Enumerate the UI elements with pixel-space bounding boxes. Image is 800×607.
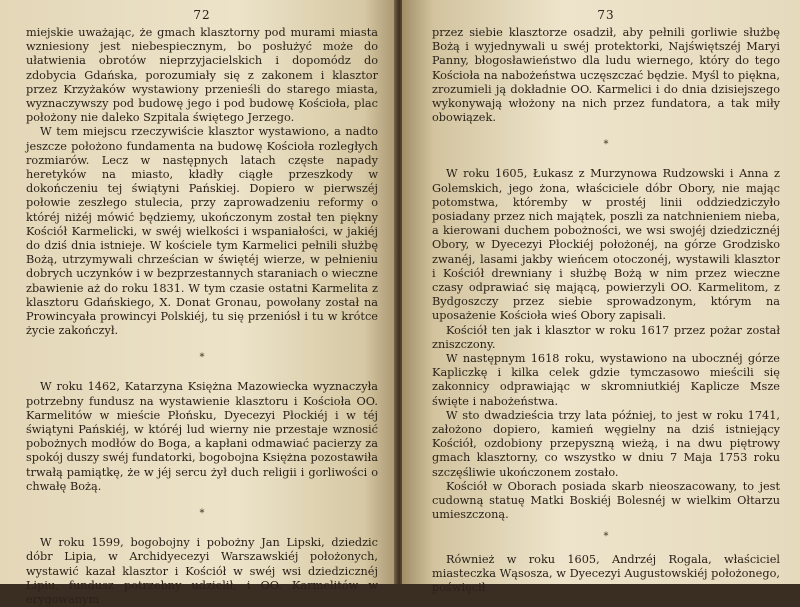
paragraph: W sto dwadzieścia trzy lata później, to jest w roku 1741, założono dopiero, kamień węgielny na dziś istniejący Kościół, ozdobiony przepyszną wieżą, i na dwu piętrowy gmach klasztorny, co wszystko w dniu 7 Maja 1753 roku szczęśliwie ukończonem zostało. <box>432 408 780 479</box>
paragraph: W roku 1605, Łukasz z Murzynowa Rudzowski i Anna z Golemskich, jego żona, właściciele dóbr Obory, nie mając potomstwa, któremby w prostéj linii oddziedziczyło posiadany przez nich majątek, poszli za natchnieniem nieba, a kierowani duchem pobożności, we wsi swojéj dziedzicznéj Obory, w Dyecezyi Płockiéj położonéj, na górze Grodzisko zwanéj, lasami jakby wieńcem otoczonéj, wystawili klasztor i Kościół drewniany i służbę Bożą w nim przez wieczne czasy odprawiać się mającą, powierzyli OO. Karmelitom, z Bydgoszczy przez siebie sprowadzonym, którym na uposażenie Kościoła wieś Obory zapisali. <box>432 167 780 323</box>
section-separator: * <box>603 139 609 151</box>
section-separator: * <box>603 530 609 542</box>
page-number: 72 <box>193 8 211 22</box>
paragraph: W roku 1599, bogobojny i pobożny Jan Lipski, dziedzic dóbr Lipia, w Archidyecezyi Warszawskiéj położonych, wystawić kazał klasztor i Kościół w swéj wsi dziedzicznéj Lipiu, fundusz potrzebny udzielił, i OO. Karmelitów w erygowanym <box>26 536 378 606</box>
paragraph: Kościół ten jak i klasztor w roku 1617 przez pożar został zniszczony. <box>432 323 780 351</box>
paragraph: W następnym 1618 roku, wystawiono na ubocznéj górze Kapliczkę i kilka celek gdzie tymczasowo mieścili się zakonnicy odprawiając w skromniutkiéj Kaplicze Msze święte i nabożeństwa. <box>432 352 780 408</box>
paragraph: Kościół w Oborach posiada skarb nieoszacowany, to jest cudowną statuę Matki Boskiéj Bolesnéj w wielkim Ołtarzu umieszczoną. <box>432 479 780 522</box>
left-page <box>0 0 396 606</box>
section-separator: * <box>199 508 205 520</box>
paragraph: miejskie uważając, że gmach klasztorny pod murami miasta wzniesiony jest niebespiecznym, bo posłużyć może do ułatwienia obrotów nieprzyjacielskich i dopomódz do zdobycia Gdańska, porozumiały się z zakonem i klasztor przez Krzyżaków wystawiony przenieśli do starego miasta, wyznaczywszy pod budowę jego i pod budowę Kościoła, plac położony nie daleko Szpitala świętego Jerzego. <box>26 26 378 125</box>
right-page <box>402 0 800 594</box>
paragraph: W roku 1462, Katarzyna Księżna Mazowiecka wyznaczyła potrzebny fundusz na wystawienie klasztoru i Kościoła OO. Karmelitów w mieście Płońsku, Dyecezyi Płockiéj i w téj świątyni Pańskiéj, w któréj lud wierny nie przestaje wznosić pobożnych modłów do Boga, a kapłani odmawiać pacierzy za spokój duszy swéj fundatorki, bogobojna Księżna pozostawiła trwałą pamiątkę, że w jéj sercu żył duch religii i gorliwości o chwałę Bożą. <box>26 380 378 493</box>
section-separator: * <box>199 352 205 364</box>
paragraph: przez siebie klasztorze osadził, aby pełnili gorliwie służbę Bożą i wyjednywali u swéj protektorki, Najświętszéj Maryi Panny, błogosławieństwo dla ludu wiernego, który do tego Kościoła na nabożeństwa uczęszczać będzie. Myśl to piękna, zrozumieli ją dokładnie OO. Karmelici i do dnia dzisiejszego wykonywają włożony na nich przez fundatora, a tak miły obowiązek. <box>432 26 780 125</box>
page-number: 73 <box>597 8 615 22</box>
paragraph: Również w roku 1605, Andrzéj Rogala, właściciel miasteczka Wąsosza, w Dyecezyi Augustowskiéj położonego, poświęcił <box>432 552 780 594</box>
paragraph: W tem miejscu rzeczywiście klasztor wystawiono, a nadto jeszcze położono fundamenta na budowę Kościoła rozległych rozmiarów. Lecz w następnych latach częste napady heretyków na miasto, kładły ciągłe przeszkody w dokończeniu tej świątyni Pańskiej. Dopiero w pierwszéj połowie zeszłego stulecia, przy zaprowadzeniu reformy o któréj niżéj mówić będziemy, ukończonym został ten piękny Kościół Karmelicki, w swéj wielkości i wspaniałości, w jakiéj do dziś dnia istnieje. W kościele tym Karmelici pełnili służbę Bożą, utrzymywali chrześcian w świętéj wierze, w pełnieniu dobrych uczynków i w bezprzestannych staraniach o wieczne zbawienie aż do roku 1831. W tym czasie ostatni Karmelita z klasztoru Gdańskiego, X. Donat Gronau, powołany został na Prowincyała prowincyi Polskiéj, tu się przeniósł i tu w krótce życie zakończył. <box>26 125 378 338</box>
